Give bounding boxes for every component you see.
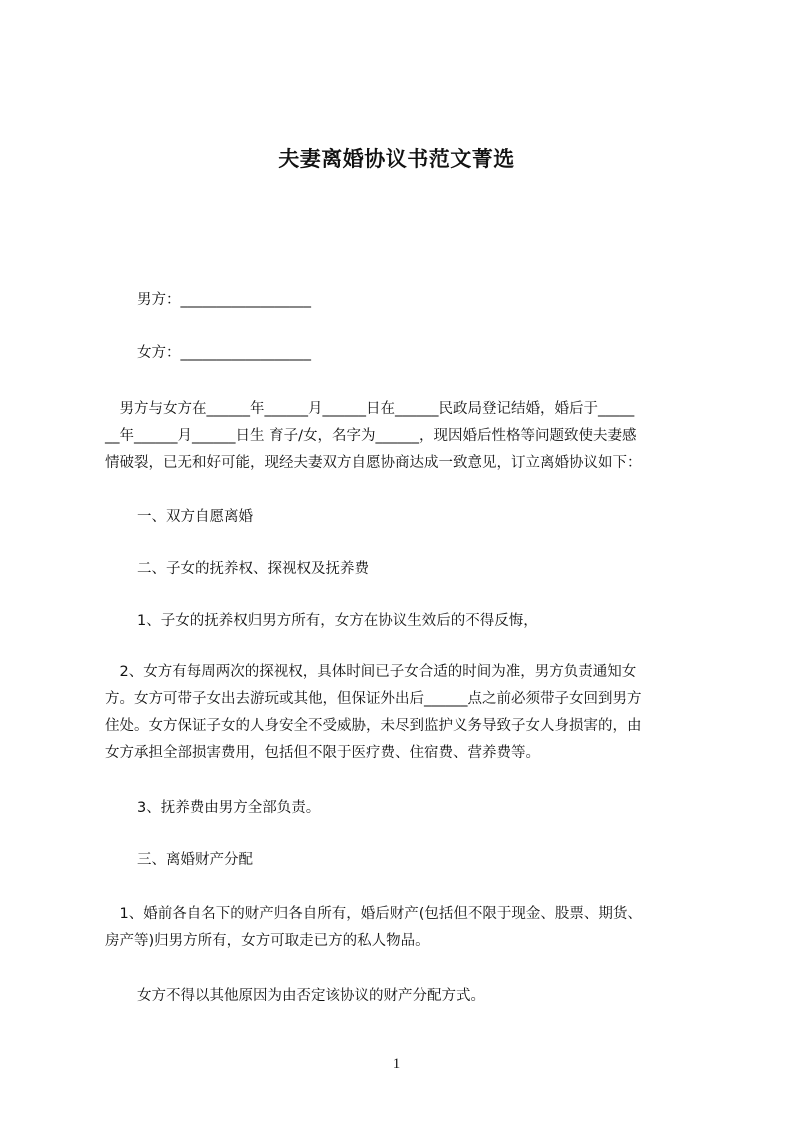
intro-line-2: __年______月______日生 育子/女，名字为______，现因婚后性格等问题致使夫妻感 [105, 428, 637, 444]
intro-line-3: 情破裂，已无和好可能，现经夫妻双方自愿协商达成一致意见，订立离婚协议如下： [105, 455, 642, 471]
section-2-heading: 二、子女的抚养权、探视权及抚养费 [137, 561, 369, 577]
s2-item2-line-1: 2、女方有每周两次的探视权，具体时间已子女合适的时间为准，男方负责通知女 [105, 664, 637, 680]
husband-field: 男方：__________________ [137, 292, 311, 308]
wife-field: 女方：__________________ [137, 345, 311, 361]
page-number: 1 [392, 1056, 401, 1072]
s3-item1-line-1: 1、婚前各自名下的财产归各自所有，婚后财产(包括但不限于现金、股票、期货、 [105, 906, 642, 922]
section-2-item-1: 1、子女的抚养权归男方所有，女方在协议生效后的不得反悔， [137, 613, 538, 629]
section-2-item-3: 3、抚养费由男方全部负责。 [137, 800, 321, 816]
document-title: 夫妻离婚协议书范文菁选 [278, 147, 515, 171]
section-3-note: 女方不得以其他原因为由否定该协议的财产分配方式。 [137, 988, 485, 1004]
intro-line-1: 男方与女方在______年______月______日在______民政局登记结婚，婚后于_____ [105, 401, 635, 417]
s3-item1-line-2: 房产等)归男方所有，女方可取走已方的私人物品。 [105, 933, 430, 949]
section-3-heading: 三、离婚财产分配 [137, 852, 253, 868]
s2-item2-line-2: 方。女方可带子女出去游玩或其他，但保证外出后______点之前必须带子女回到男方 [105, 691, 642, 707]
s2-item2-line-4: 女方承担全部损害费用，包括但不限于医疗费、住宿费、营养费等。 [105, 745, 540, 761]
s2-item2-line-3: 住处。女方保证子女的人身安全不受威胁，未尽到监护义务导致子女人身损害的，由 [105, 718, 642, 734]
section-1-heading: 一、双方自愿离婚 [137, 509, 253, 525]
